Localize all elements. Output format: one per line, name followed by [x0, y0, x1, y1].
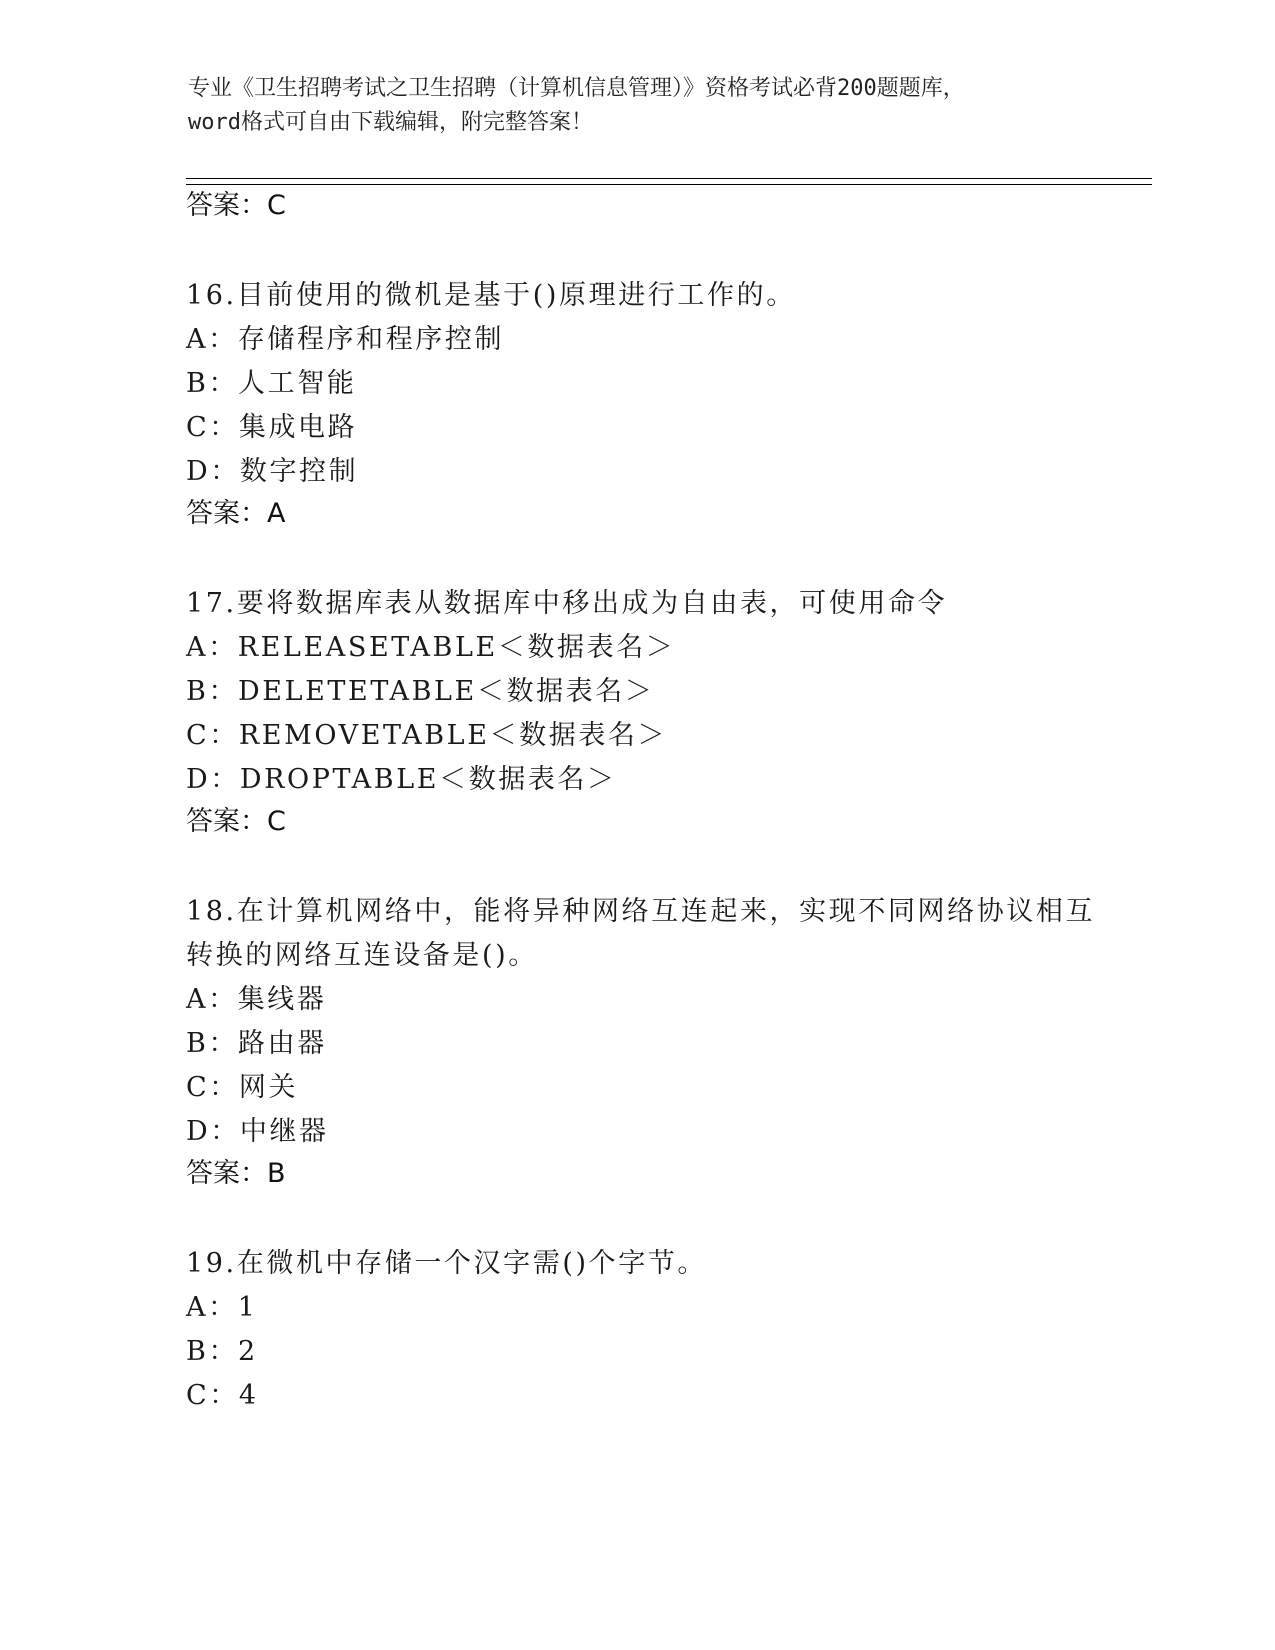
question-19-option-c: C：4	[186, 1380, 259, 1411]
question-17-text: 17.要将数据库表从数据库中移出成为自由表，可使用命令	[186, 588, 948, 619]
answer-16: 答案：A	[186, 498, 286, 529]
question-18-text-line-2: 转换的网络互连设备是()。	[186, 940, 538, 971]
question-16-option-d: D：数字控制	[186, 456, 359, 487]
document-header	[188, 72, 1088, 140]
header-title-line-1: 专业《卫生招聘考试之卫生招聘（计算机信息管理）》资格考试必背200题题库，	[188, 76, 965, 101]
question-16-option-b: B：人工智能	[186, 368, 357, 399]
question-18-option-b: B：路由器	[186, 1028, 327, 1059]
question-19-option-b: B：2	[186, 1336, 258, 1367]
answer-18: 答案：B	[186, 1158, 286, 1189]
question-18-text-line-1: 18.在计算机网络中，能将异种网络互连起来，实现不同网络协议相互	[186, 896, 1096, 927]
question-17-option-c: C：REMOVETABLE＜数据表名＞	[186, 720, 668, 751]
question-17-option-a: A：RELEASETABLE＜数据表名＞	[186, 632, 676, 663]
header-divider-top	[186, 178, 1152, 179]
question-19-text: 19.在微机中存储一个汉字需()个字节。	[186, 1248, 708, 1279]
question-18-option-c: C：网关	[186, 1072, 299, 1103]
question-18-option-d: D：中继器	[186, 1116, 329, 1147]
question-16-text: 16.目前使用的微机是基于()原理进行工作的。	[186, 280, 796, 311]
question-18-option-a: A：集线器	[186, 984, 327, 1015]
header-divider-bottom	[186, 184, 1152, 185]
question-19-option-a: A：1	[186, 1292, 258, 1323]
question-16-option-a: A：存储程序和程序控制	[186, 324, 505, 355]
answer-17: 答案：C	[186, 806, 286, 837]
answer-15: 答案：C	[186, 190, 286, 221]
question-17-option-d: D：DROPTABLE＜数据表名＞	[186, 764, 617, 795]
header-title-line-2: word格式可自由下载编辑，附完整答案！	[188, 110, 593, 135]
question-17-option-b: B：DELETETABLE＜数据表名＞	[186, 676, 655, 707]
question-16-option-c: C：集成电路	[186, 412, 358, 443]
